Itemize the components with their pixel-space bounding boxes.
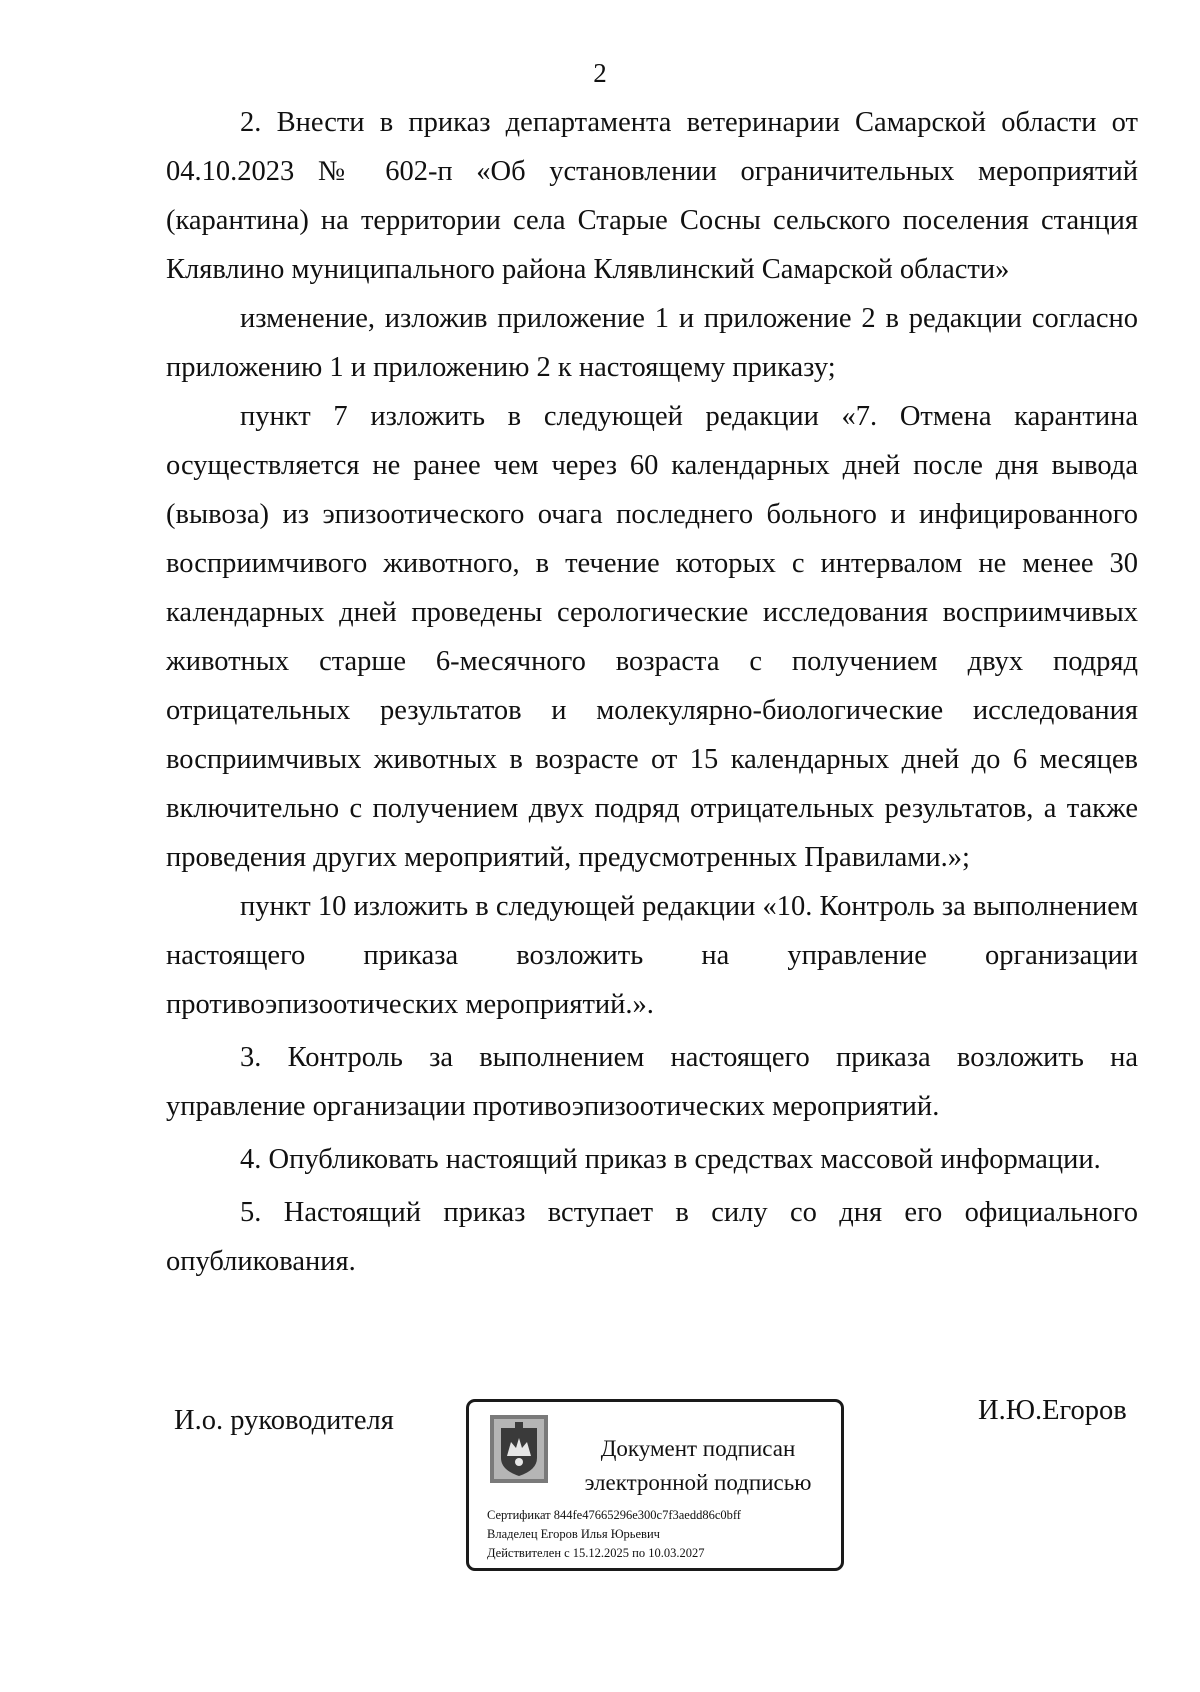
paragraph-item-4: 4. Опубликовать настоящий приказ в средствах массовой информации. xyxy=(240,1144,1101,1175)
paragraph-amendment-point-10: пункт 10 изложить в следующей редакции «10. Контроль за выполнением настоящего приказа возложить на управление организации противоэпизоотических мероприятий.». xyxy=(166,891,1138,1020)
signer-name: И.Ю.Егоров xyxy=(978,1395,1127,1426)
paragraph-item-5: 5. Настоящий приказ вступает в силу со дня его официального опубликования. xyxy=(166,1197,1138,1277)
paragraph-item-2: 2. Внести в приказ департамента ветеринарии Самарской области от 04.10.2023 № 602-п «Об установлении ограничительных мероприятий (карантина) на территории села Старые Сосны сельского поселения станция Клявлино муниципального района Клявлинский Самарской области» xyxy=(166,107,1138,285)
signature-block xyxy=(0,1395,1200,1560)
paragraph-amendment-appendices: изменение, изложив приложение 1 и приложение 2 в редакции согласно приложению 1 и приложению 2 к настоящему приказу; xyxy=(166,303,1138,383)
stamp-title-line-2: электронной подписью xyxy=(584,1470,812,1495)
stamp-certificate: Сертификат 844fe47665296e300c7f3aedd86c0bff xyxy=(487,1508,741,1522)
stamp-owner: Владелец Егоров Илья Юрьевич xyxy=(487,1527,660,1541)
paragraph-amendment-point-7: пункт 7 изложить в следующей редакции «7. Отмена карантина осуществляется не ранее чем через 60 календарных дней после дня вывода (вывоза) из эпизоотического очага последнего больного и инфицированного восприимчивого животного, в течение которых с интервалом не менее 30 календарных дней проведены серологические исследования восприимчивых животных старше 6-месячного возраста с получением двух подряд отрицательных результатов и молекулярно-биологические исследования восприимчивых животных в возрасте от 15 календарных дней до 6 месяцев включительно с получением двух подряд отрицательных результатов, а также проведения других мероприятий, предусмотренных Правилами.»; xyxy=(166,401,1138,873)
stamp-title-line-1: Документ подписан xyxy=(600,1436,796,1461)
electronic-signature-stamp xyxy=(466,1399,844,1571)
coat-of-arms-icon xyxy=(489,1414,549,1484)
paragraph-item-3: 3. Контроль за выполнением настоящего приказа возложить на управление организации противоэпизоотических мероприятий. xyxy=(166,1042,1138,1122)
stamp-details xyxy=(487,1506,837,1563)
page-number: 2 xyxy=(593,58,607,88)
stamp-title xyxy=(569,1432,827,1500)
document-body xyxy=(166,98,1138,1286)
signer-position: И.о. руководителя xyxy=(174,1405,394,1436)
stamp-validity: Действителен с 15.12.2025 по 10.03.2027 xyxy=(487,1546,705,1560)
